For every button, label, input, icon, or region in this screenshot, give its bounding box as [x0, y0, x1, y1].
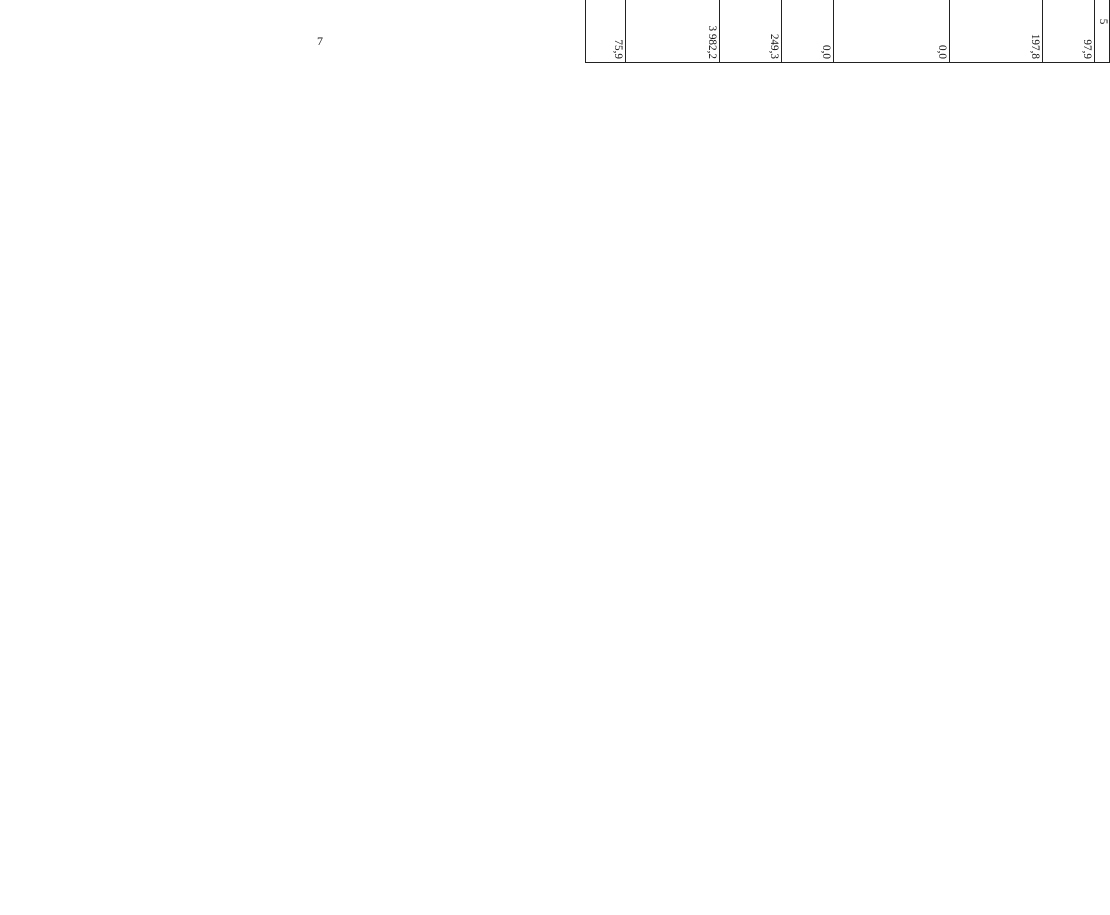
row-value-5: 3 982,2: [626, 0, 720, 63]
column-header-5: 5: [1095, 0, 1110, 63]
table-row: [1043, 0, 1095, 63]
row-value-5: 75,9: [586, 0, 626, 63]
table-row: [834, 0, 950, 63]
row-value-5: 0,0: [782, 0, 834, 63]
revenue-table: [585, 0, 1110, 63]
table-row: [626, 0, 720, 63]
table-row: [782, 0, 834, 63]
table-row: [720, 0, 782, 63]
row-value-5: 197,8: [950, 0, 1043, 63]
page-number: 7: [317, 34, 323, 48]
row-value-5: 249,3: [720, 0, 782, 63]
rotated-table-wrapper: [585, 0, 1110, 62]
rotated-table-inner: [585, 0, 1110, 62]
header-row: [1095, 0, 1110, 63]
row-value-5: 0,0: [834, 0, 950, 63]
table-row: [950, 0, 1043, 63]
table-row: [586, 0, 626, 63]
row-value-5: 97,9: [1043, 0, 1095, 63]
